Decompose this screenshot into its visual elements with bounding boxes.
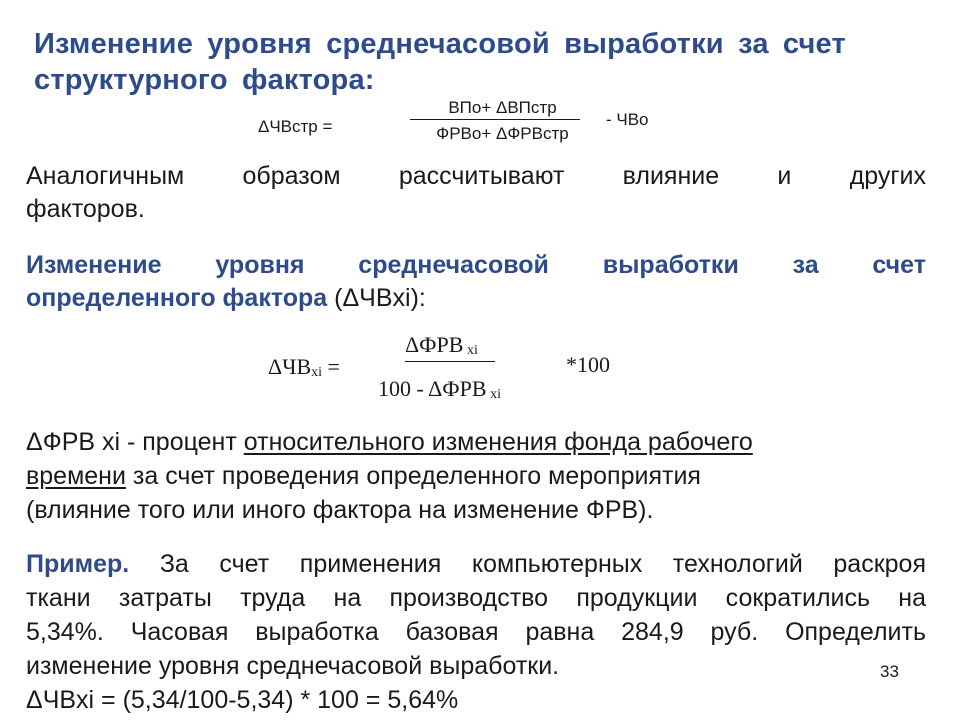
slide-title: Изменение уровня среднечасовой выработки за счет структурного фактора:: [34, 28, 846, 96]
formula2-rhs: *100: [566, 352, 610, 377]
example-line3: 5,34%. Часовая выработка базовая равна 284,9 руб. Определить: [26, 618, 926, 646]
definition-line1: ΔФРВ xi - процент относительного изменения фонда рабочего: [26, 428, 753, 456]
example-line4: изменение уровня среднечасовой выработки.: [26, 652, 560, 680]
definition-line3: (влияние того или иного фактора на изменение ФРВ).: [26, 496, 654, 524]
paragraph-analogy-line2: факторов.: [26, 195, 145, 223]
heading2-symbol: (ΔЧВxi):: [327, 284, 426, 312]
formula1-denominator: ФРВо+ ΔФРВстр: [436, 124, 569, 143]
heading2-line2: [26, 282, 926, 315]
formula1-numerator: ВПо+ ΔВПстр: [448, 98, 557, 117]
heading2-line1: Изменение уровня среднечасовой выработки за счет: [26, 251, 926, 279]
definition-line2: времени за счет проведения определенного мероприятия: [26, 462, 701, 490]
formula2-denominator: 100 - ΔФРВ $_{xi}$: [378, 376, 501, 402]
formula2-fraction-bar: [405, 361, 495, 362]
formula2-numerator: ΔФРВ $_{xi}$: [405, 332, 478, 358]
formula1-fraction-bar: [410, 119, 580, 120]
example-line1: Пример. За счет применения компьютерных технологий раскроя: [26, 550, 926, 578]
formula1-rhs: - ЧВо: [606, 110, 649, 129]
page-number: 33: [880, 662, 899, 681]
paragraph-analogy-line1: Аналогичным образом рассчитывают влияние и других: [26, 162, 926, 190]
example-label: Пример.: [26, 550, 130, 578]
formula1-lhs: ΔЧВстр =: [258, 117, 333, 136]
formula2-lhs: $\Delta ЧВ_{xi}$ =: [268, 354, 340, 380]
example-result: ΔЧВxi = (5,34/100-5,34) * 100 = 5,64%: [26, 686, 459, 714]
heading2-bold-part: определенного фактора: [26, 284, 328, 312]
example-line2: ткани затраты труда на производство продукции сократились на: [26, 584, 926, 612]
